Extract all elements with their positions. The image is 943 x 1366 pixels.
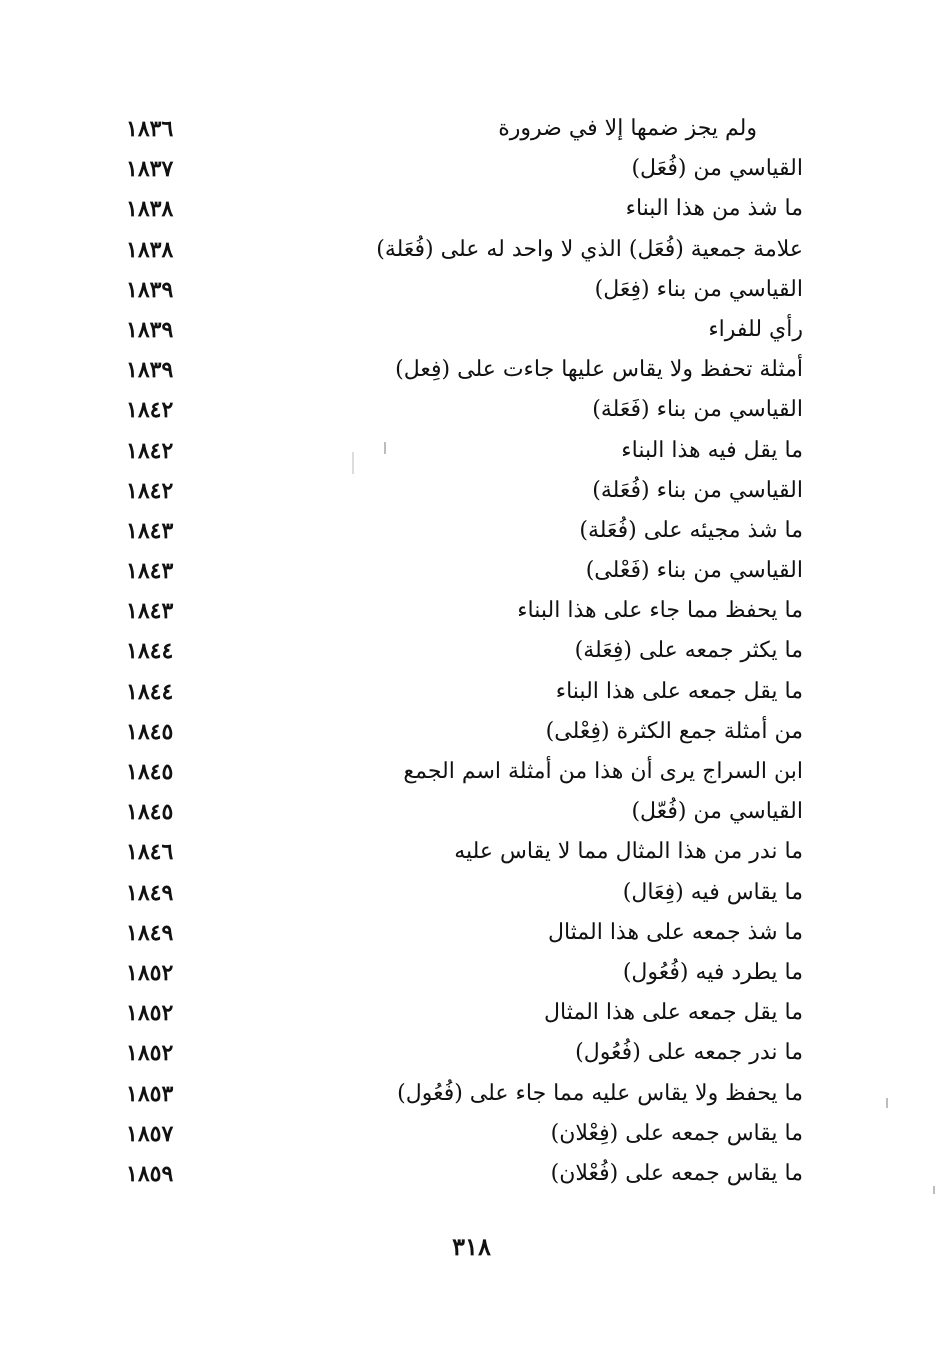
toc-entry-title: القياسي من (فُعّل): [631, 799, 803, 825]
toc-entry: [0, 110, 943, 150]
toc-entry: [0, 1034, 943, 1074]
toc-entry: [0, 793, 943, 833]
toc-entry: [0, 512, 943, 552]
toc-entry-page: ١٨٥٢: [126, 1040, 174, 1067]
toc-entry-title: رأي للفراء: [708, 316, 803, 342]
toc-entry-page: ١٨٣٩: [126, 316, 174, 343]
toc-entry: [0, 432, 943, 472]
toc-entry-page: ١٨٤٣: [126, 517, 174, 544]
toc-entry: [0, 231, 943, 271]
toc-entry-page: ١٨٣٧: [126, 156, 174, 183]
toc-entry: [0, 190, 943, 230]
toc-entry-title: ما يطرد فيه (فُعُول): [622, 959, 803, 985]
toc-entry-title: ما يقاس فيه (فِعَال): [622, 879, 803, 905]
toc-entry-page: ١٨٣٨: [126, 196, 174, 223]
toc-entry: [0, 994, 943, 1034]
toc-entry-title: ما يحفظ ولا يقاس عليه مما جاء على (فُعُول): [397, 1080, 803, 1106]
toc-entry: [0, 311, 943, 351]
toc-entry-page: ١٨٤٩: [126, 919, 174, 946]
table-of-contents: [0, 110, 943, 1195]
toc-entry-title: القياسي من بناء (فِعَل): [594, 276, 803, 302]
toc-entry-page: ١٨٤٤: [126, 638, 174, 665]
toc-entry-page: ١٨٣٩: [126, 276, 174, 303]
toc-entry-page: ١٨٤٢: [126, 477, 174, 504]
toc-entry: [0, 150, 943, 190]
toc-entry: [0, 391, 943, 431]
toc-entry-title: ما ندر جمعه على (فُعُول): [575, 1040, 803, 1066]
toc-entry-title: القياسي من بناء (فُعَلة): [592, 477, 803, 503]
toc-entry-page: ١٨٥٢: [126, 1000, 174, 1027]
toc-entry-page: ١٨٤٢: [126, 437, 174, 464]
toc-entry: [0, 1115, 943, 1155]
toc-entry: [0, 954, 943, 994]
toc-entry-title: ما شذ مجيئه على (فُعَلة): [579, 517, 803, 543]
toc-entry-title: ما يقاس جمعه على (فِعْلان): [550, 1120, 803, 1146]
toc-entry-page: ١٨٥٢: [126, 959, 174, 986]
scan-mark: [933, 1186, 935, 1194]
toc-entry-title: القياسي من (فُعَل): [631, 156, 803, 182]
toc-entry: [0, 874, 943, 914]
page-number: ٣١٨: [452, 1232, 491, 1261]
toc-entry-title: ولم يجز ضمها إلا في ضرورة: [498, 116, 757, 141]
toc-entry-page: ١٨٤٥: [126, 799, 174, 826]
toc-entry-page: ١٨٣٦: [126, 116, 174, 142]
toc-entry-page: ١٨٣٨: [126, 236, 174, 263]
toc-entry: [0, 673, 943, 713]
toc-entry: [0, 1075, 943, 1115]
toc-entry: [0, 833, 943, 873]
toc-entry-title: القياسي من بناء (فَعْلى): [585, 558, 803, 584]
toc-entry-title: ما يقل جمعه على هذا البناء: [555, 678, 803, 704]
toc-entry: [0, 713, 943, 753]
toc-entry-title: ابن السراج يرى أن هذا من أمثلة اسم الجمع: [403, 759, 803, 784]
scan-mark: [352, 452, 354, 474]
toc-entry-title: ما شذ جمعه على هذا المثال: [547, 919, 803, 945]
toc-entry-title: ما يحفظ مما جاء على هذا البناء: [517, 598, 803, 624]
toc-entry-title: ما يقاس جمعه على (فُعْلان): [550, 1160, 803, 1186]
toc-entry-title: ما يقل جمعه على هذا المثال: [544, 1000, 803, 1026]
toc-entry: [0, 1155, 943, 1195]
toc-entry-page: ١٨٥٣: [126, 1080, 174, 1107]
toc-entry: [0, 472, 943, 512]
toc-entry-title: ما يكثر جمعه على (فِعَلة): [574, 638, 803, 664]
scan-mark: [384, 442, 386, 454]
toc-entry: [0, 753, 943, 793]
toc-entry-title: القياسي من بناء (فَعَلة): [592, 397, 803, 423]
toc-entry: [0, 592, 943, 632]
toc-entry: [0, 632, 943, 672]
toc-entry-title: علامة جمعية (فُعَل) الذي لا واحد له على (فُعَلة): [376, 236, 803, 262]
toc-entry-page: ١٨٤٢: [126, 397, 174, 424]
toc-entry: [0, 271, 943, 311]
toc-entry-title: أمثلة تحفظ ولا يقاس عليها جاءت على (فِعل): [395, 357, 803, 383]
toc-entry-page: ١٨٤٣: [126, 558, 174, 585]
toc-entry-title: من أمثلة جمع الكثرة (فِعْلى): [545, 718, 803, 744]
toc-entry-page: ١٨٤٥: [126, 718, 174, 745]
toc-entry-page: ١٨٥٩: [126, 1160, 174, 1187]
toc-entry: [0, 351, 943, 391]
toc-entry-page: ١٨٥٧: [126, 1120, 174, 1147]
toc-entry: [0, 914, 943, 954]
toc-entry-page: ١٨٤٩: [126, 879, 174, 906]
toc-entry-page: ١٨٤٦: [126, 839, 174, 866]
toc-entry: [0, 552, 943, 592]
toc-entry-title: ما يقل فيه هذا البناء: [621, 437, 803, 463]
toc-entry-page: ١٨٤٥: [126, 759, 174, 785]
toc-entry-page: ١٨٣٩: [126, 357, 174, 384]
toc-entry-title: ما شذ من هذا البناء: [625, 196, 803, 222]
toc-entry-title: ما ندر من هذا المثال مما لا يقاس عليه: [454, 839, 803, 865]
toc-entry-page: ١٨٤٤: [126, 678, 174, 705]
scan-mark: [886, 1098, 888, 1108]
toc-entry-page: ١٨٤٣: [126, 598, 174, 625]
